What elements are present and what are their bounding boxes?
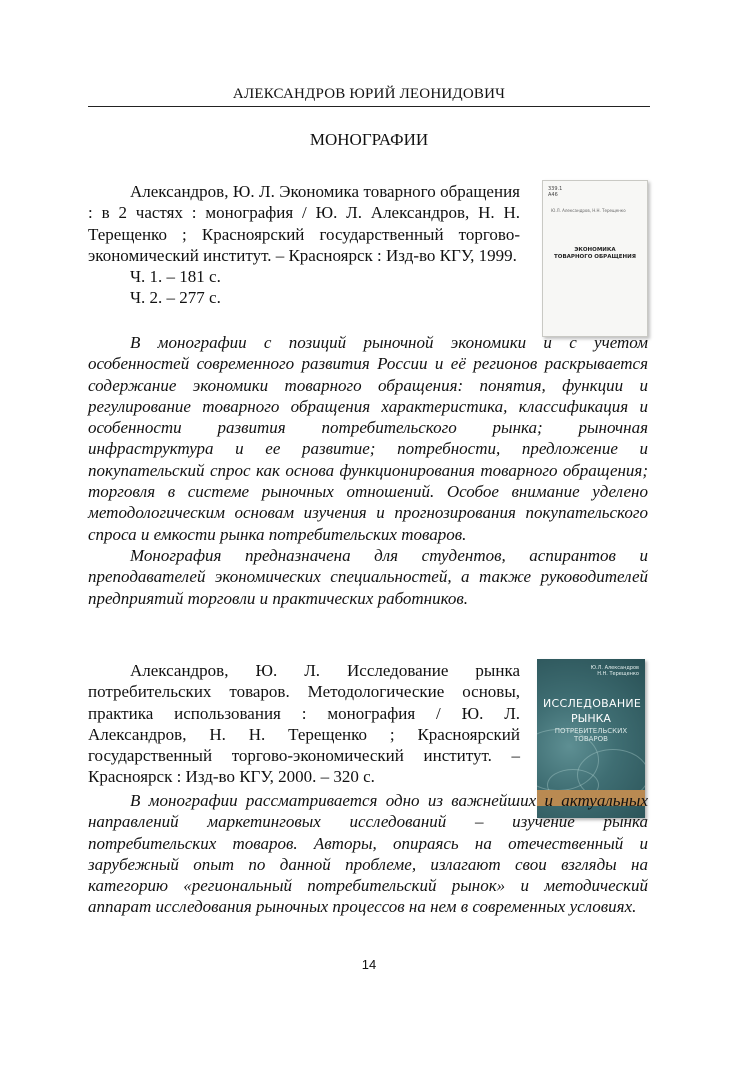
entry-1-citation: Александров, Ю. Л. Экономика товарного обращения : в 2 частях : монография / Ю. Л. Александров, Н. Н. Терещенко ; Красноярский государственный торгово-экономический институт. – Красноярск : Изд-во КГУ, 1999.: [88, 182, 520, 265]
entry-2-citation-block: [88, 660, 520, 788]
section-title: МОНОГРАФИИ: [309, 130, 429, 149]
entry-1-audience: Монография предназначена для студентов, аспирантов и преподавателей экономических специальностей, а также руководителей предприятий торговли и практических работников.: [88, 545, 648, 608]
entry-1-abstract: В монографии с позиций рыночной экономики и с учетом особенностей современного развития России и её регионов раскрывается содержание экономики товарного обращения: понятия, функции и регулирование товарного обращения характеристика, классификация и особенности развития потребительского рынка; рыночная инфраструктура и ее развитие; потребности, предложение и покупательский спрос как основа функционирования товарного обращения; торговля в системе рыночных отношений. Особое внимание уделено методологическим основам изучения и прогнозирования покупательского спроса и емкости рынка потребительских товаров.: [88, 333, 648, 544]
running-header: АЛЕКСАНДРОВ ЮРИЙ ЛЕОНИДОВИЧ: [88, 86, 650, 107]
entry-2-abstract-block: [88, 790, 648, 918]
book-cover-1: [542, 180, 648, 337]
entry-2-abstract: В монографии рассматривается одно из важнейших и актуальных направлений маркетинговых исследований – изучение рынка потребительских товаров. Авторы, опираясь на отечественный и зарубежный опыт по данной проблеме, излагают свои взгляды на категорию «региональный потребительский рынок» и методический аппарат исследования рыночных процессов на нем в современных условиях.: [88, 791, 648, 917]
cover-1-authors: Ю.Л. Александров, Н.Н. Терещенко: [551, 208, 626, 213]
entry-1-part-2: Ч. 2. – 277 с.: [130, 288, 221, 308]
entry-2-citation: Александров, Ю. Л. Исследование рынка потребительских товаров. Методологические основы, практика использования : монография / Ю. Л. Александров, Н. Н. Терещенко ; Красноярский государственный торгово-экономический институт. – Красноярск : Изд-во КГУ, 2000. – 320 с.: [88, 661, 520, 787]
cover-2-title-line-2: РЫНКА: [571, 712, 611, 725]
entry-1-part-1: Ч. 1. – 181 с.: [130, 267, 221, 287]
cover-1-title: ЭКОНОМИКА ТОВАРНОГО ОБРАЩЕНИЯ: [554, 247, 636, 260]
cover-2-subtitle: ПОТРЕБИТЕЛЬСКИХ ТОВАРОВ: [554, 727, 628, 743]
cover-2-title-line-1: ИССЛЕДОВАНИЕ: [543, 697, 642, 710]
page-number: 14: [361, 957, 377, 972]
cover-1-code: 339.1 А46: [548, 186, 563, 198]
entry-1-abstract-block: [88, 332, 648, 609]
entry-1-citation-block: [88, 181, 520, 309]
cover-2-authors: Ю.Л. Александров Н.Н. Терещенко: [590, 665, 639, 677]
